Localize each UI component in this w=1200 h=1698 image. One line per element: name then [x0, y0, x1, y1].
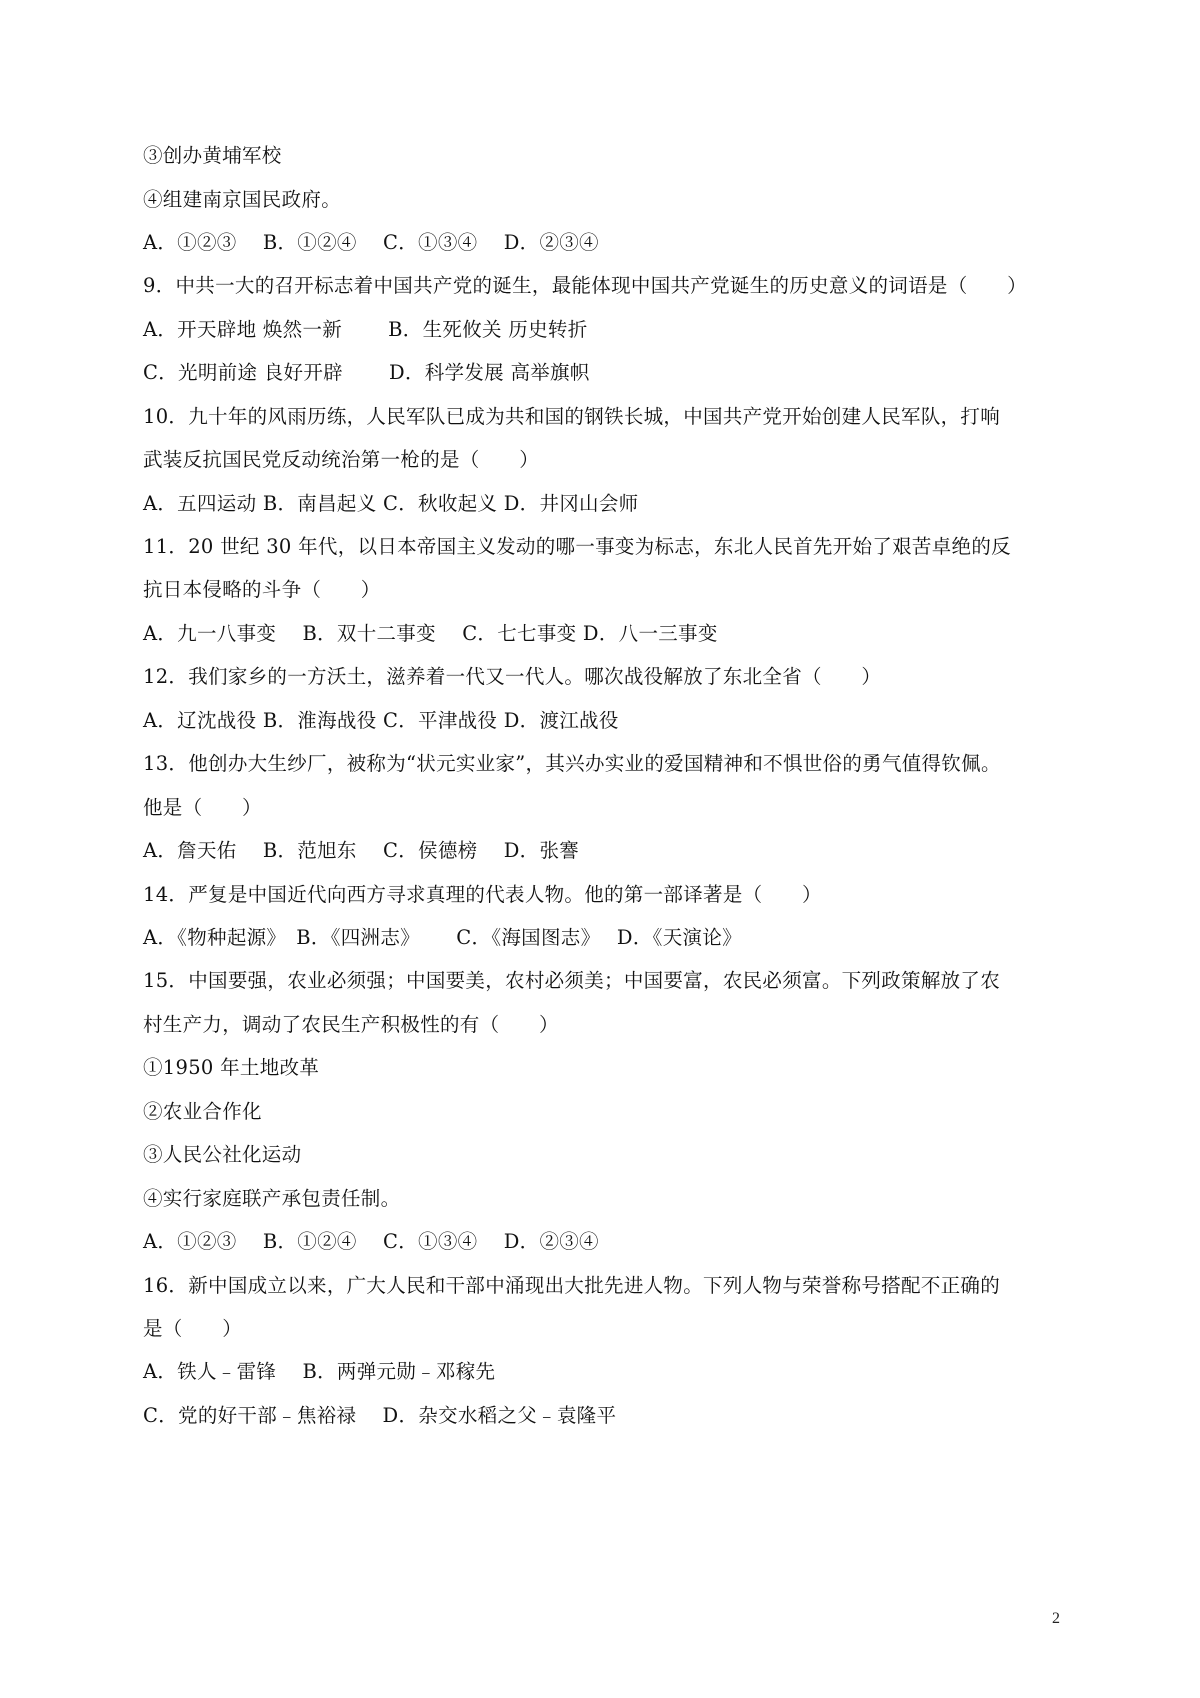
answer-options: C．党的好干部﹣焦裕禄 D．杂交水稻之父﹣袁隆平	[143, 1404, 617, 1427]
answer-options: A．开天辟地 焕然一新 B．生死攸关 历史转折	[143, 318, 588, 341]
question-11: 11．20 世纪 30 年代，以日本帝国主义发动的哪一事变为标志，东北人民首先开始了艰苦卓绝的反	[143, 535, 1011, 558]
answer-options: A．①②③ B．①②④ C．①③④ D．②③④	[143, 1230, 599, 1253]
text-line: ④实行家庭联产承包责任制。	[143, 1187, 401, 1210]
question-14: 14．严复是中国近代向西方寻求真理的代表人物。他的第一部译著是（ ）	[143, 883, 822, 906]
question-12: 12．我们家乡的一方沃土，滋养着一代又一代人。哪次战役解放了东北全省（ ）	[143, 665, 882, 688]
question-15: 15．中国要强，农业必须强；中国要美，农村必须美；中国要富，农民必须富。下列政策解放了农	[143, 969, 1001, 992]
text-line: ①1950 年土地改革	[143, 1056, 320, 1079]
question-13-continued: 他是（ ）	[143, 796, 262, 819]
question-16: 16．新中国成立以来，广大人民和干部中涌现出大批先进人物。下列人物与荣誉称号搭配不正确的	[143, 1274, 1001, 1297]
question-9: 9．中共一大的召开标志着中国共产党的诞生，最能体现中国共产党诞生的历史意义的词语是（ ）	[143, 274, 1027, 297]
question-16-continued: 是（ ）	[143, 1317, 243, 1340]
answer-options: A．《物种起源》 B．《四洲志》 C．《海国图志》 D．《天演论》	[143, 926, 742, 949]
question-15-continued: 村生产力，调动了农民生产积极性的有（ ）	[143, 1013, 559, 1036]
text-line: ③人民公社化运动	[143, 1143, 302, 1166]
text-line: ③创办黄埔军校	[143, 144, 282, 167]
answer-options: C．光明前途 良好开辟 D．科学发展 高举旗帜	[143, 361, 590, 384]
answer-options: A．铁人﹣雷锋 B．两弹元勋﹣邓稼先	[143, 1360, 496, 1383]
answer-options: A．五四运动 B．南昌起义 C．秋收起义 D．井冈山会师	[143, 492, 639, 515]
text-line: ④组建南京国民政府。	[143, 188, 342, 211]
question-10: 10．九十年的风雨历练，人民军队已成为共和国的钢铁长城，中国共产党开始创建人民军队，打响	[143, 405, 1001, 428]
question-13: 13．他创办大生纱厂，被称为“状元实业家”，其兴办实业的爱国精神和不惧世俗的勇气值得钦佩。	[143, 752, 1001, 775]
answer-options: A．九一八事变 B．双十二事变 C．七七事变 D．八一三事变	[143, 622, 718, 645]
question-11-continued: 抗日本侵略的斗争（ ）	[143, 578, 381, 601]
question-10-continued: 武装反抗国民党反动统治第一枪的是（ ）	[143, 448, 540, 471]
text-line: ②农业合作化	[143, 1100, 262, 1123]
answer-options: A．詹天佑 B．范旭东 C．侯德榜 D．张謇	[143, 839, 580, 862]
page-number: 2	[1052, 1610, 1060, 1627]
answer-options: A．①②③ B．①②④ C．①③④ D．②③④	[143, 231, 599, 254]
answer-options: A．辽沈战役 B．淮海战役 C．平津战役 D．渡江战役	[143, 709, 619, 732]
